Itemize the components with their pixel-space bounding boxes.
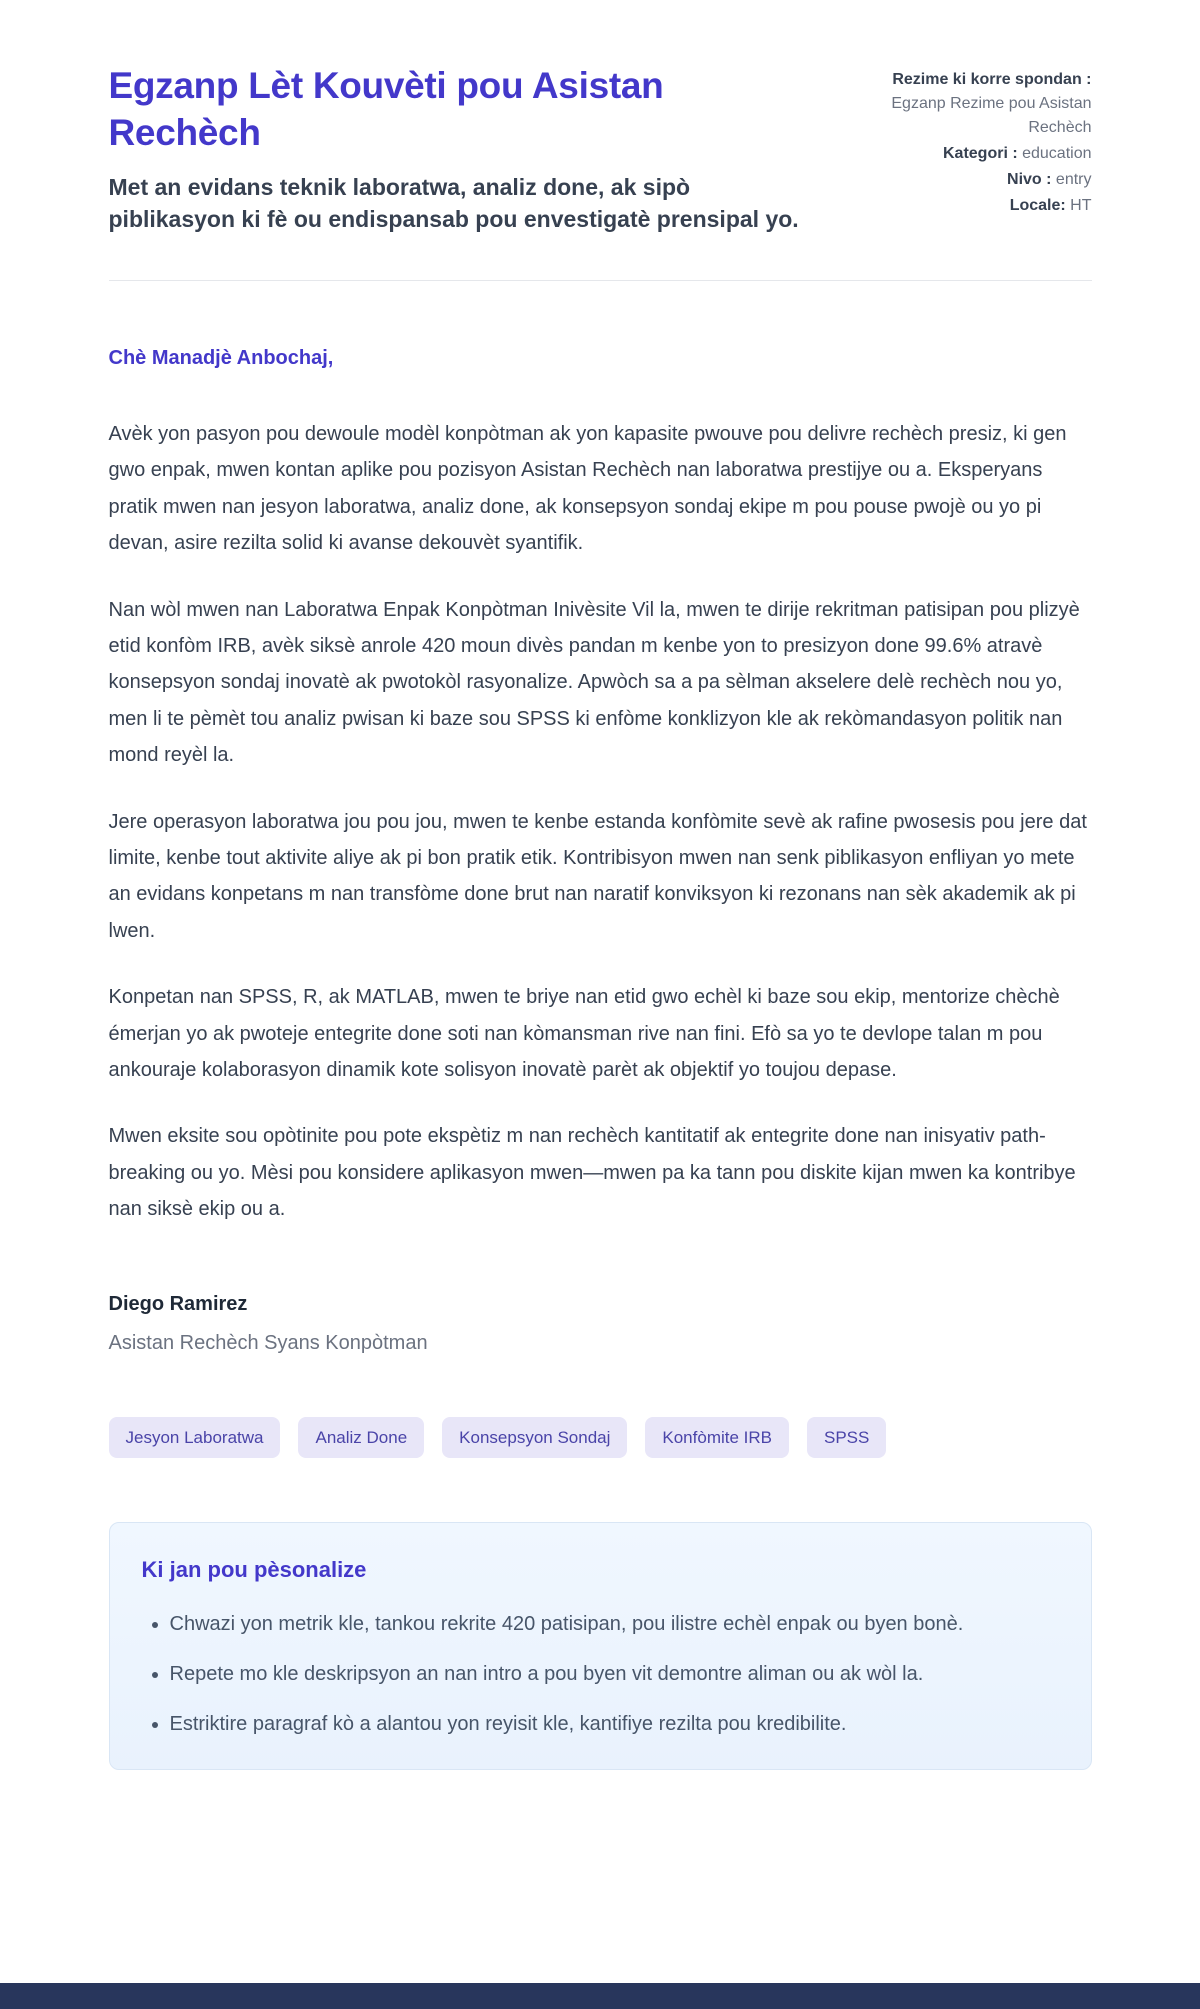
header-divider (109, 280, 1092, 281)
letter-body (109, 347, 1092, 1770)
meta-panel (857, 62, 1092, 236)
letter-paragraph: Avèk yon pasyon pou dewoule modèl konpòtman ak yon kapasite pwouve pou delivre rechèch presiz, ki gen gwo enpak, mwen kontan aplike pou pozisyon Asistan Rechèch nan laboratwa prestijye ou a. Eksperyans pratik mwen nan jesyon laboratwa, analiz done, ak konsepsyon sondaj ekipe m pou pouse pwojè ou yo pi devan, asire rezilta solid ki avanse dekouvèt syantifik. (108, 423, 1067, 555)
meta-resume (857, 68, 1092, 140)
personalize-callout (109, 1522, 1092, 1770)
callout-tip: • Estriktire paragraf kò a alantou yon reyisit kle, kantifiye rezilta pou kredibilite. (170, 1707, 1059, 1741)
callout-tip: • Chwazi yon metrik kle, tankou rekrite 420 patisipan, pou ilistre echèl enpak ou byen bonè. (170, 1607, 1059, 1641)
meta-category-label: Kategori : (942, 145, 1018, 162)
meta-level-value: entry (1055, 171, 1092, 188)
page-subtitle: Met an evidans teknik laboratwa, analiz done, ak sipò piblikasyon ki fè ou endispansab pou envestigatè prensipal yo. (108, 173, 799, 233)
meta-level (857, 168, 1092, 192)
meta-locale (857, 194, 1092, 218)
meta-resume-value: Egzanp Rezime pou Asistan Rechèch (891, 95, 1092, 136)
skill-tag: Analiz Done (298, 1417, 424, 1458)
page-content (109, 0, 1092, 1770)
callout-tip: • Repete mo kle deskripsyon an nan intro a pou byen vit demontre aliman ou ak wòl la. (170, 1657, 1059, 1691)
page-header (109, 62, 1092, 236)
signature-name: Diego Ramirez (108, 1293, 248, 1316)
page-title: Egzanp Lèt Kouvèti pou Asistan Rechèch (108, 65, 664, 154)
skill-tag: SPSS (807, 1417, 886, 1458)
footer-bar (0, 1983, 1200, 2009)
signature-role: Asistan Rechèch Syans Konpòtman (108, 1332, 428, 1355)
meta-level-label: Nivo : (1007, 171, 1052, 188)
letter-paragraph: Mwen eksite sou opòtinite pou pote ekspètiz m nan rechèch kantitatif ak entegrite done nan inisyativ path-breaking ou yo. Mèsi pou konsidere aplikasyon mwen—mwen pa ka tann pou diskite kijan mwen ka kontribye nan siksè ekip ou a. (108, 1125, 1076, 1221)
skill-tag: Konsepsyon Sondaj (442, 1417, 627, 1458)
meta-locale-label: Locale: (1009, 197, 1066, 214)
skill-tag: Konfòmite IRB (645, 1417, 789, 1458)
letter-paragraph: Nan wòl mwen nan Laboratwa Enpak Konpòtman Inivèsite Vil la, mwen te dirije rekritman patisipan pou plizyè etid konfòm IRB, avèk siksè anrole 420 moun divès pandan m kenbe yon to presizyon done 99.6% atravè konsepsyon sondaj inovatè ak pwotokòl rasyonalize. Apwòch sa a pa sèlman akselere delè rechèch nou yo, men li te pèmèt tou analiz pwisan ki baze sou SPSS ki enfòme konklizyon kle ak rekòmandasyon politik nan mond reyèl la. (108, 598, 1080, 767)
callout-title: Ki jan pou pèsonalize (141, 1557, 367, 1583)
letter-paragraph: Jere operasyon laboratwa jou pou jou, mwen te kenbe estanda konfòmite sevè ak rafine pwosesis pou jere dat limite, kenbe tout aktivite aliye ak pi bon pratik etik. Kontribisyon mwen nan senk piblikasyon enfliyan yo mete an evidans konpetans m nan transfòme done brut nan naratif konviksyon ki rezonans nan sèk akademik ak pi lwen. (108, 810, 1087, 942)
meta-resume-label: Rezime ki korre spondan : (892, 71, 1092, 88)
meta-category (857, 142, 1092, 166)
header-title-block (109, 62, 815, 236)
letter-paragraph: Konpetan nan SPSS, R, ak MATLAB, mwen te briye nan etid gwo echèl ki baze sou ekip, mentorize chèchè émerjan yo ak pwoteje entegrite done soti nan kòmansman rive nan fini. Efò sa yo te devlope talan m pou ankouraje kolaborasyon dinamik kote solisyon inovatè parèt ak objektif yo toujou depase. (108, 986, 1060, 1081)
meta-locale-value: HT (1070, 197, 1092, 214)
meta-category-value: education (1022, 145, 1092, 162)
skill-tags (109, 1417, 1092, 1458)
callout-tips-list (142, 1607, 1059, 1741)
skill-tag: Jesyon Laboratwa (109, 1417, 281, 1458)
letter-greeting: Chè Manadjè Anbochaj, (108, 347, 334, 370)
